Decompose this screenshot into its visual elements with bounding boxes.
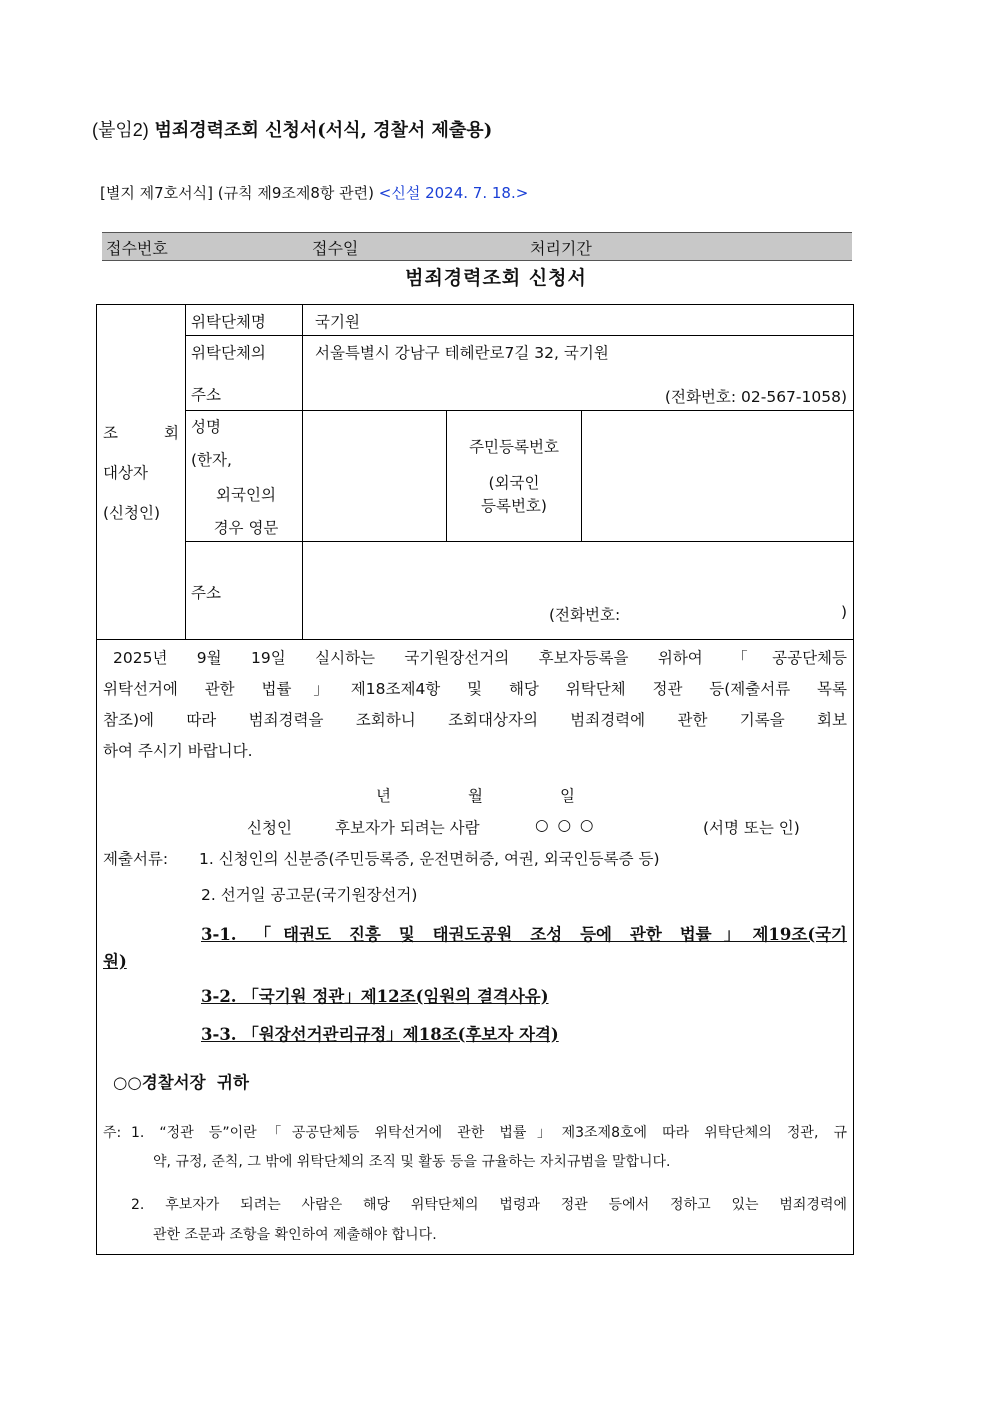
- form-reference-text: [별지 제7호서식] (규칙 제9조제8항 관련): [100, 184, 374, 202]
- note-2-line1: 2. 후보자가 되려는 사람은 해당 위탁단체의 법령과 정관 등에서 정하고 있는 범죄경력에: [131, 1197, 847, 1213]
- reception-number-label: 접수번호: [106, 239, 168, 258]
- request-paragraph-line3: 참조)에 따라 범죄경력을 조회하니 조회대상자의 범죄경력에 관한 기록을 회보: [103, 711, 847, 729]
- address-label: 주소: [191, 584, 221, 602]
- org-address-label-1: 위탁단체의: [191, 344, 266, 362]
- org-name-label: 위탁단체명: [191, 313, 266, 331]
- date-month: 월: [468, 787, 483, 805]
- applicant-label-line3: (신청인): [103, 504, 161, 522]
- attachment-heading: [92, 116, 492, 142]
- doc-item-3-2: 3-2. 「국기원 정관」제12조(임원의 결격사유): [201, 987, 549, 1006]
- form-reference: [100, 182, 528, 203]
- doc-item-3-3: 3-3. 「원장선거관리규정」제18조(후보자 자격): [201, 1025, 559, 1044]
- doc-item-2: 2. 선거일 공고문(국기원장선거): [201, 886, 418, 904]
- request-paragraph-line4: 하여 주시기 바랍니다.: [103, 742, 253, 760]
- note-1-line1: 1. “정관 등”이란「공공단체등 위탁선거에 관한 법률」제3조제8호에 따라 위탁단체의 정관, 규: [131, 1125, 847, 1141]
- address-phone-close: ): [840, 603, 847, 621]
- date-year: 년: [376, 787, 391, 805]
- applicant-label-line2: 대상자: [103, 464, 148, 482]
- attachment-title: 범죄경력조회 신청서(서식, 경찰서 제출용): [154, 120, 493, 141]
- org-phone: (전화번호: 02-567-1058): [664, 388, 847, 406]
- name-label-3: 외국인의: [216, 486, 276, 504]
- org-name-value: 국기원: [315, 313, 360, 331]
- date-day: 일: [560, 787, 575, 805]
- recipient: ○○경찰서장 귀하: [113, 1073, 249, 1092]
- applicant-label-line1: 조 회: [103, 424, 179, 442]
- name-label-2: (한자,: [191, 451, 232, 469]
- notes-label: 주:: [103, 1125, 122, 1141]
- reception-bar: [102, 232, 852, 261]
- rrn-label-2: (외국인: [488, 474, 540, 492]
- doc-item-3-1-line1: 3-1. 「태권도 진흥 및 태권도공원 조성 등에 관한 법률」제19조(국기: [201, 925, 847, 944]
- note-2-line2: 관한 조문과 조항을 확인하여 제출해야 합니다.: [153, 1227, 437, 1243]
- request-paragraph-line1: 2025년 9월 19일 실시하는 국기원장선거의 후보자등록을 위하여 「공공단체등: [113, 649, 847, 667]
- reception-period-label: 처리기간: [530, 239, 592, 258]
- applicant-desc: 후보자가 되려는 사람: [335, 819, 480, 837]
- applicant-label: 신청인: [247, 819, 292, 837]
- attachment-prefix: (붙임2): [92, 120, 149, 140]
- doc-item-3-1-line2: 원): [103, 952, 127, 971]
- name-label-4: 경우 영문: [213, 519, 279, 537]
- form-table: [96, 304, 854, 1255]
- org-address-value: 서울특별시 강남구 테헤란로7길 32, 국기원: [315, 344, 609, 362]
- rrn-label-3: 등록번호): [481, 497, 547, 515]
- form-title: 범죄경력조회 신청서: [405, 267, 587, 289]
- docs-label: 제출서류:: [103, 850, 169, 868]
- sign-label: (서명 또는 인): [703, 819, 800, 837]
- applicant-name: ○ ○ ○: [535, 816, 596, 834]
- note-1-line2: 약, 규정, 준칙, 그 밖에 위탁단체의 조직 및 활동 등을 규율하는 자치규범을 말합니다.: [153, 1154, 671, 1170]
- form-new-label: <신설 2024. 7. 18.>: [378, 184, 529, 202]
- name-label-1: 성명: [191, 418, 221, 436]
- doc-item-1: 1. 신청인의 신분증(주민등록증, 운전면허증, 여권, 외국인등록증 등): [199, 850, 660, 868]
- address-phone-label: (전화번호:: [549, 606, 621, 624]
- reception-date-label: 접수일: [312, 239, 359, 258]
- org-address-label-2: 주소: [191, 386, 221, 404]
- rrn-label-1: 주민등록번호: [469, 438, 559, 456]
- request-paragraph-line2: 위탁선거에 관한 법률」제18조제4항 및 해당 위탁단체 정관 등(제출서류 목록: [103, 680, 847, 698]
